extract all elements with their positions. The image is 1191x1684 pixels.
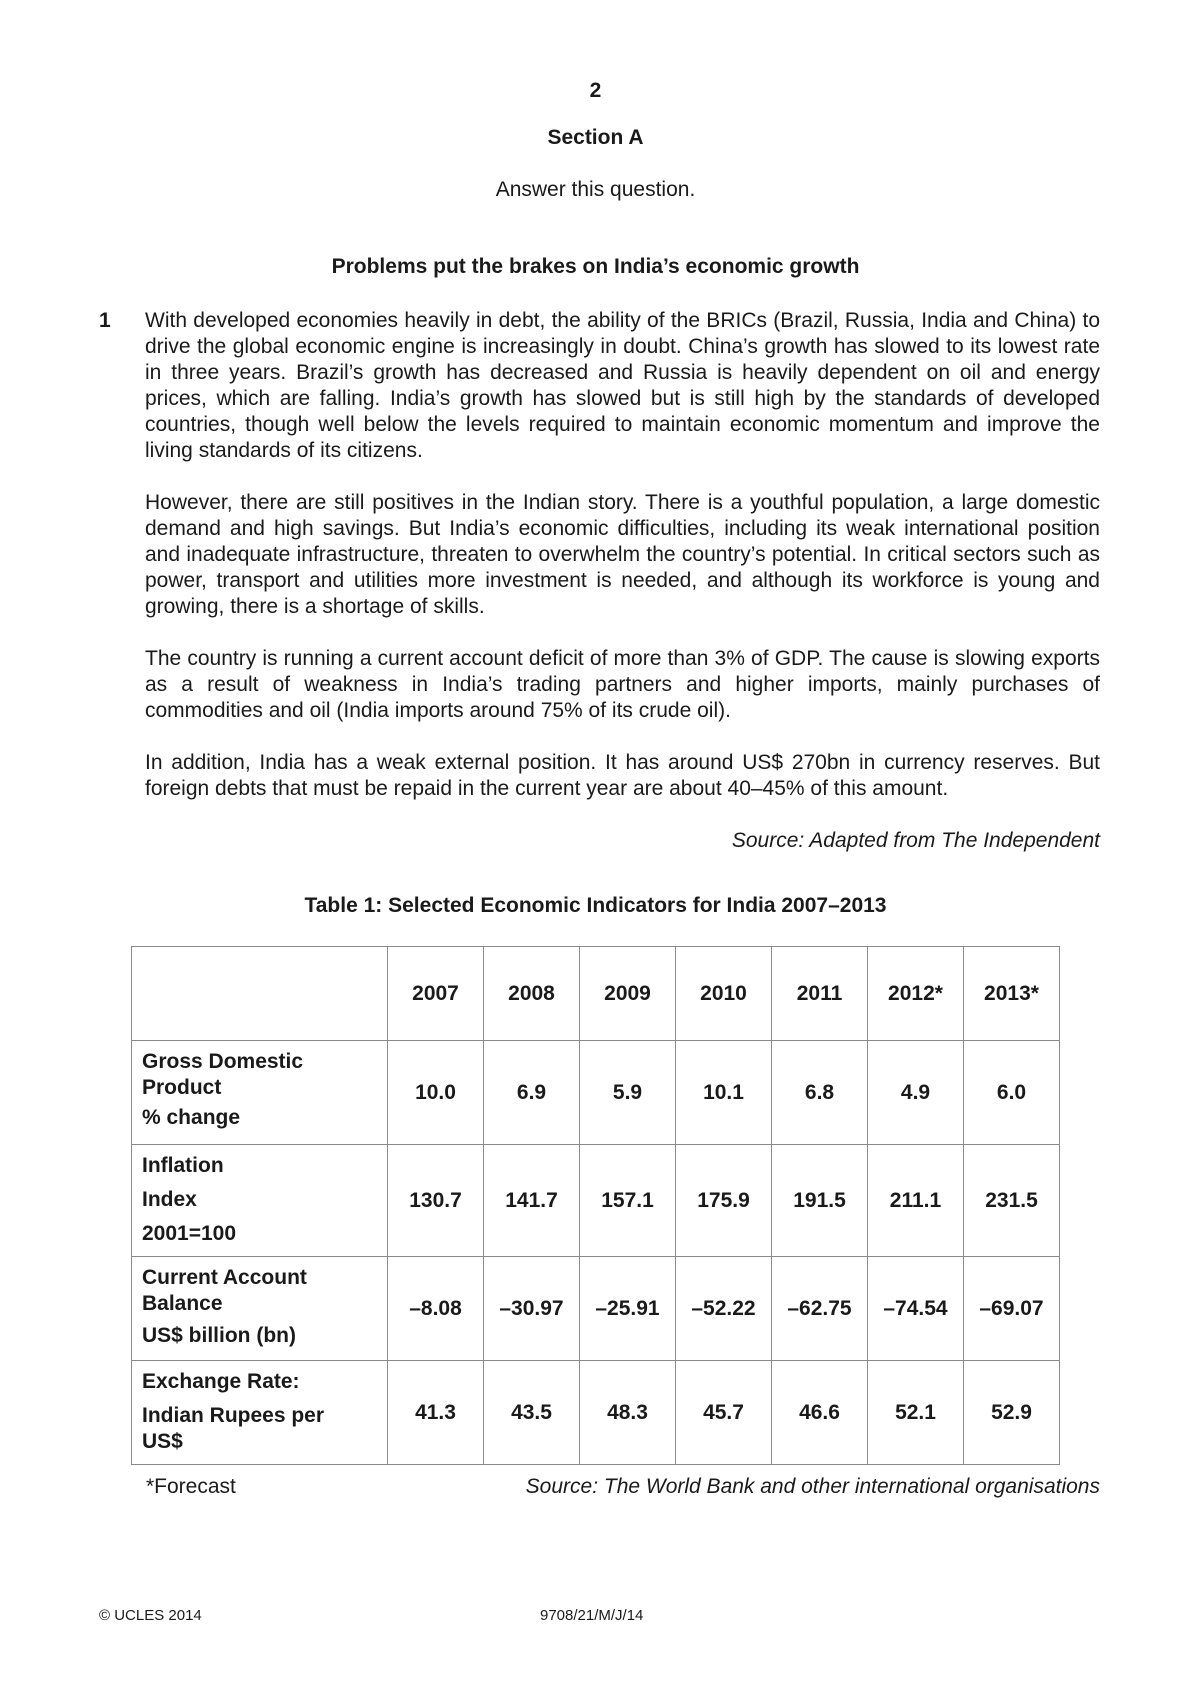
table-source: Source: The World Bank and other international organisations (525, 1475, 1100, 1498)
paper-code: 9708/21/M/J/14 (540, 1607, 644, 1624)
row-label-line: Current Account Balance (142, 1266, 307, 1315)
row-label (132, 1041, 388, 1145)
row-label-line: Index (142, 1188, 197, 1211)
table-cell: 6.0 (964, 1041, 1060, 1145)
table-cell: 10.0 (388, 1041, 484, 1145)
column-header: 2007 (388, 947, 484, 1041)
paragraph: However, there are still positives in the Indian story. There is a youthful population, a large domestic demand and high savings. But India’s economic difficulties, including its weak international position and inadequate infrastructure, threaten to overwhelm the country’s potential. In critical sectors such as power, transport and utilities more investment is needed, and although its workforce is young and growing, there is a shortage of skills. (145, 491, 1100, 618)
row-label (132, 1257, 388, 1361)
table-cell: 6.8 (772, 1041, 868, 1145)
row-label-line: % change (142, 1106, 241, 1129)
row-label-line: Indian Rupees per US$ (142, 1404, 325, 1453)
column-header: 2013* (964, 947, 1060, 1041)
page-number: 2 (589, 79, 602, 102)
question-number: 1 (99, 309, 111, 332)
table-cell: 52.1 (868, 1361, 964, 1465)
header-cell-empty (132, 947, 388, 1041)
table-cell: 231.5 (964, 1145, 1060, 1257)
table-row (132, 1145, 1060, 1257)
table-cell: –30.97 (484, 1257, 580, 1361)
row-label-line: 2001=100 (142, 1222, 237, 1245)
table-cell: –52.22 (676, 1257, 772, 1361)
table-cell: 46.6 (772, 1361, 868, 1465)
row-label-line: US$ billion (bn) (142, 1324, 296, 1347)
table-row (132, 1361, 1060, 1465)
table-cell: 6.9 (484, 1041, 580, 1145)
article-source: Source: Adapted from The Independent (731, 829, 1100, 852)
paragraph: In addition, India has a weak external position. It has around US$ 270bn in currency reserves. But foreign debts that must be repaid in the current year are about 40–45% of this amount. (145, 751, 1100, 800)
section-title: Section A (547, 126, 644, 149)
table-cell: –8.08 (388, 1257, 484, 1361)
table-cell: 130.7 (388, 1145, 484, 1257)
table-cell: –69.07 (964, 1257, 1060, 1361)
table-cell: 10.1 (676, 1041, 772, 1145)
row-label (132, 1145, 388, 1257)
table-header-row (132, 947, 1060, 1041)
table-cell: 52.9 (964, 1361, 1060, 1465)
table-cell: 48.3 (580, 1361, 676, 1465)
table-cell: –25.91 (580, 1257, 676, 1361)
table-title: Table 1: Selected Economic Indicators for India 2007–2013 (304, 894, 887, 917)
table-row (132, 1041, 1060, 1145)
table-cell: 4.9 (868, 1041, 964, 1145)
instruction-text: Answer this question. (495, 178, 696, 201)
table-row (132, 1257, 1060, 1361)
table-cell: 41.3 (388, 1361, 484, 1465)
table-cell: –62.75 (772, 1257, 868, 1361)
paragraph: The country is running a current account deficit of more than 3% of GDP. The cause is slowing exports as a result of weakness in India’s trading partners and higher imports, mainly purchases of commodities and oil (India imports around 75% of its crude oil). (145, 647, 1100, 722)
table-cell: 43.5 (484, 1361, 580, 1465)
table-cell: 45.7 (676, 1361, 772, 1465)
table-cell: 191.5 (772, 1145, 868, 1257)
row-label-line: Gross Domestic Product (142, 1050, 304, 1099)
column-header: 2009 (580, 947, 676, 1041)
column-header: 2010 (676, 947, 772, 1041)
row-label (132, 1361, 388, 1465)
indicators-table (131, 946, 1060, 1465)
copyright: © UCLES 2014 (99, 1607, 202, 1624)
paragraph: With developed economies heavily in debt, the ability of the BRICs (Brazil, Russia, India and China) to drive the global economic engine is increasingly in doubt. China’s growth has slowed to its lowest rate in three years. Brazil’s growth has decreased and Russia is heavily dependent on oil and energy prices, which are falling. India’s growth has slowed but is still high by the standards of developed countries, though well below the levels required to maintain economic momentum and improve the living standards of its citizens. (145, 309, 1100, 462)
column-header: 2011 (772, 947, 868, 1041)
row-label-line: Exchange Rate: (142, 1370, 300, 1393)
table-cell: 211.1 (868, 1145, 964, 1257)
table-cell: 141.7 (484, 1145, 580, 1257)
article-title: Problems put the brakes on India’s economic growth (331, 255, 860, 278)
table-cell: 5.9 (580, 1041, 676, 1145)
row-label-line: Inflation (142, 1154, 224, 1177)
table-cell: 157.1 (580, 1145, 676, 1257)
column-header: 2012* (868, 947, 964, 1041)
table-footnote: *Forecast (146, 1475, 236, 1498)
column-header: 2008 (484, 947, 580, 1041)
table-cell: 175.9 (676, 1145, 772, 1257)
table-cell: –74.54 (868, 1257, 964, 1361)
